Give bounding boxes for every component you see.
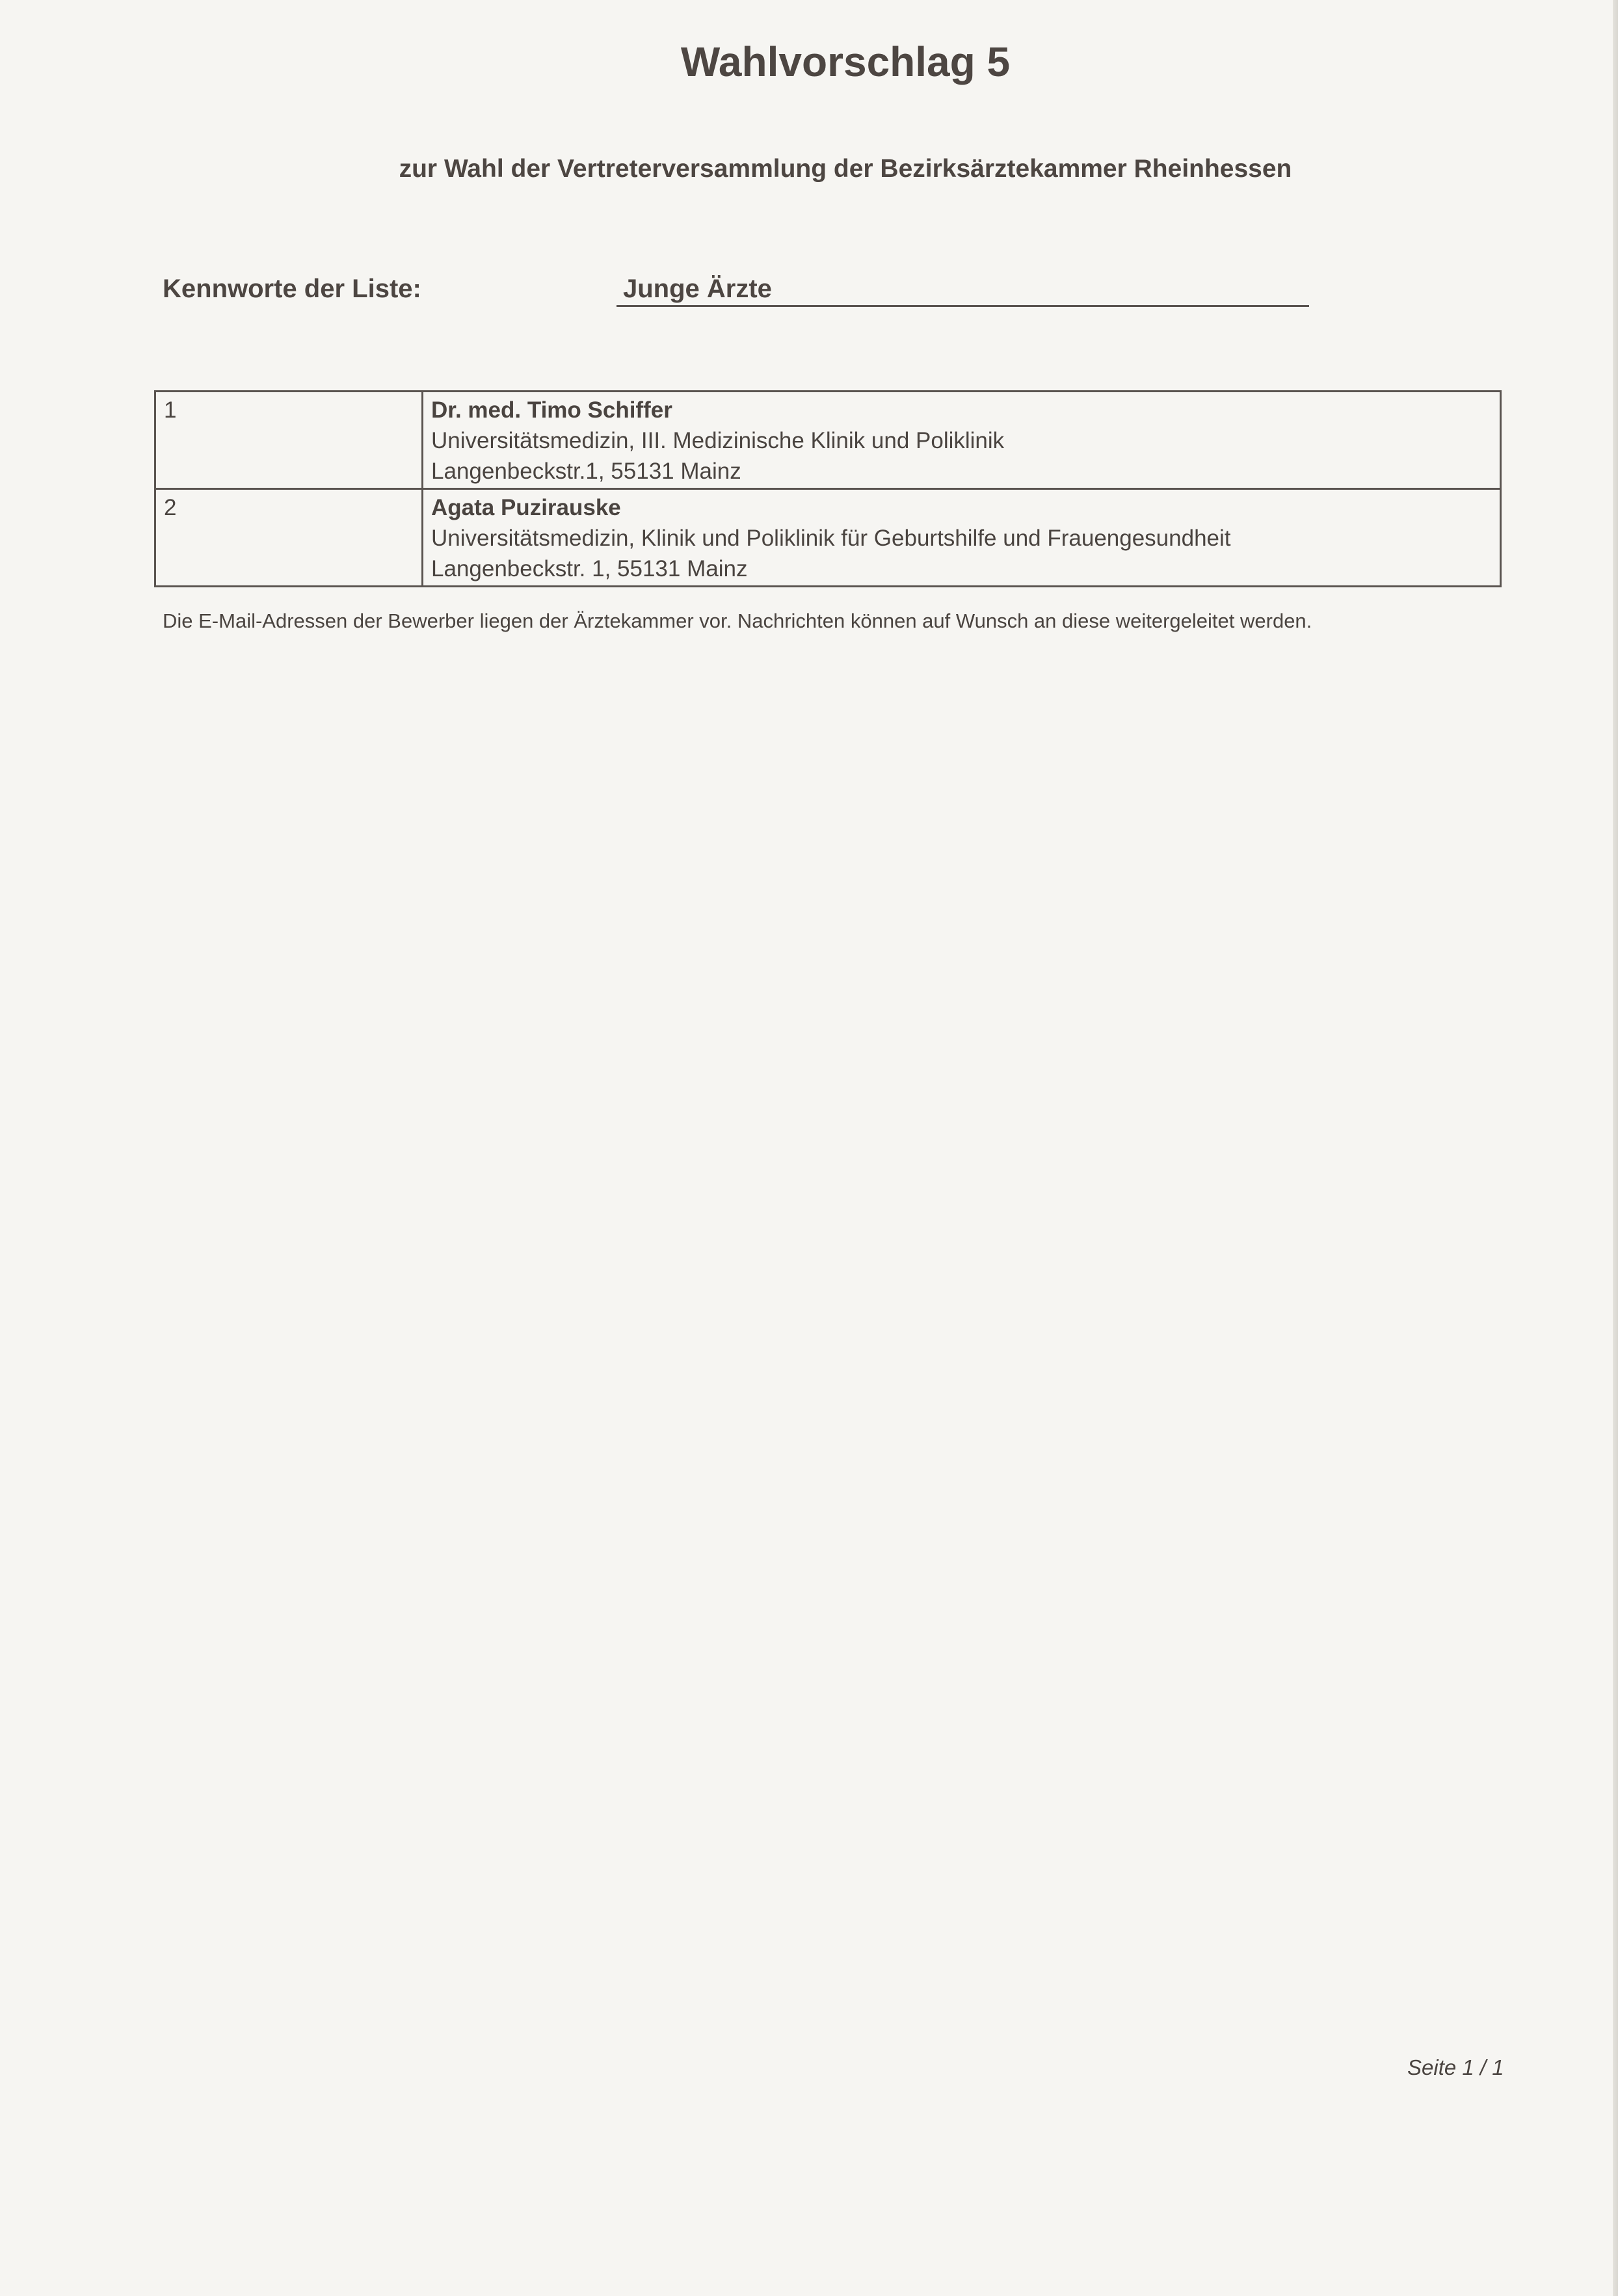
candidate-number: 2 bbox=[155, 489, 423, 587]
candidate-name: Agata Puzirauske bbox=[431, 495, 621, 520]
candidate-table bbox=[154, 390, 1502, 587]
page-number: Seite 1 / 1 bbox=[1407, 2055, 1504, 2079]
keyword-label: Kennworte der Liste: bbox=[163, 274, 421, 303]
document-title: Wahlvorschlag 5 bbox=[680, 38, 1011, 85]
candidate-institution: Universitätsmedizin, Klinik und Poliklinik für Geburtshilfe und Frauengesundheit bbox=[431, 526, 1231, 551]
candidate-institution: Universitätsmedizin, III. Medizinische Klinik und Poliklinik bbox=[431, 428, 1005, 453]
email-footnote: Die E-Mail-Adressen der Bewerber liegen der Ärztekammer vor. Nachrichten können auf Wunsch an diese weitergeleitet werden. bbox=[163, 609, 1312, 632]
table-row bbox=[155, 392, 1501, 489]
table-row bbox=[155, 489, 1501, 587]
keyword-value: Junge Ärzte bbox=[623, 274, 772, 303]
candidate-address: Langenbeckstr. 1, 55131 Mainz bbox=[431, 556, 748, 581]
candidate-details bbox=[423, 489, 1501, 587]
candidate-address: Langenbeckstr.1, 55131 Mainz bbox=[431, 459, 741, 484]
keyword-underline bbox=[617, 305, 1309, 307]
paper-edge bbox=[1613, 0, 1618, 2296]
candidate-name: Dr. med. Timo Schiffer bbox=[431, 397, 672, 423]
candidate-number: 1 bbox=[155, 392, 423, 489]
candidate-details bbox=[423, 392, 1501, 489]
document-subtitle: zur Wahl der Vertreterversammlung der Bezirksärztekammer Rheinhessen bbox=[399, 155, 1292, 183]
